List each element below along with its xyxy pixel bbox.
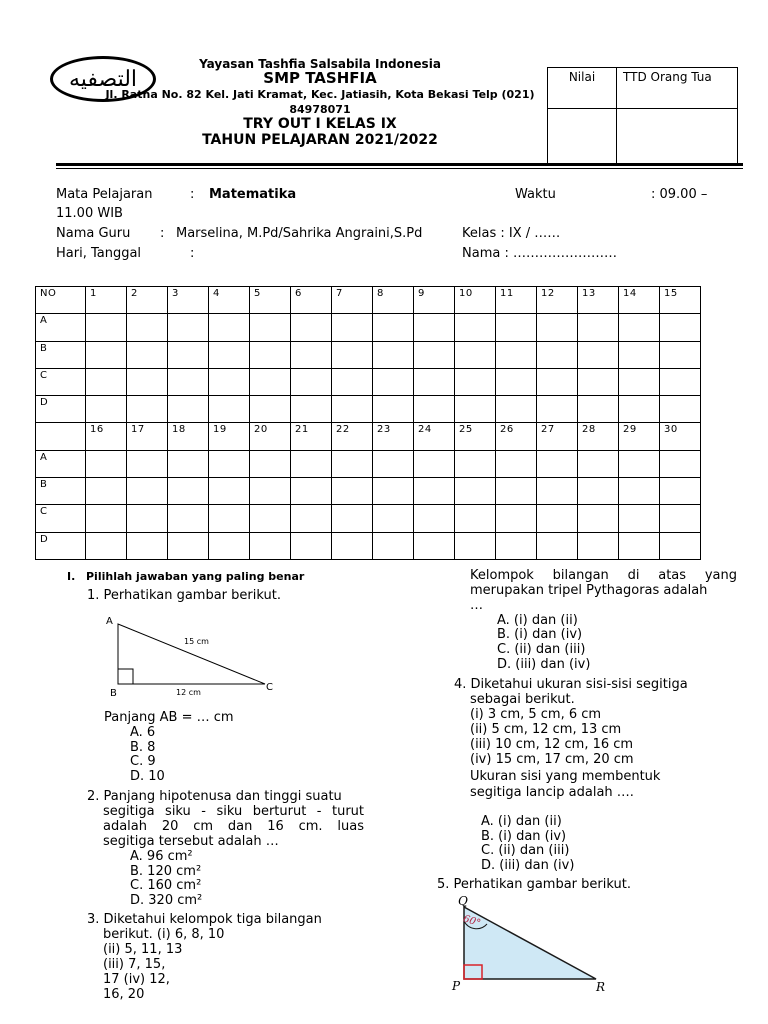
grid-question-number: 20 [250,423,291,450]
grid-option-row [36,478,701,505]
grid-question-number: 26 [496,423,537,450]
grid-option-row [36,314,701,341]
grid-question-number: 29 [619,423,660,450]
q1-stem: 1. Perhatikan gambar berikut. [87,588,281,603]
grid-no-label: NO [36,287,86,314]
exam-title: TRY OUT I KELAS IX [243,116,397,132]
grid-answer-cell[interactable] [332,532,373,559]
grid-answer-cell[interactable] [127,532,168,559]
grid-answer-cell[interactable] [414,314,455,341]
grid-question-number: 24 [414,423,455,450]
grid-question-number: 4 [209,287,250,314]
grid-answer-cell[interactable] [414,478,455,505]
grid-answer-cell[interactable] [291,396,332,423]
grid-answer-cell[interactable] [414,396,455,423]
grid-answer-cell[interactable] [332,396,373,423]
grid-answer-cell[interactable] [209,450,250,477]
q4-option-d[interactable]: D. (iii) dan (iv) [481,858,575,873]
grid-question-number: 8 [373,287,414,314]
grid-answer-cell[interactable] [127,478,168,505]
grid-number-row [36,423,701,450]
grid-option-label: A [36,314,86,341]
grid-answer-cell[interactable] [455,314,496,341]
grid-question-number: 5 [250,287,291,314]
grid-answer-cell[interactable] [496,396,537,423]
grid-question-number: 25 [455,423,496,450]
grid-question-number: 11 [496,287,537,314]
grid-answer-cell[interactable] [250,341,291,368]
q1-triangle [118,624,265,684]
q2-line-3: adalah 20 cm dan 16 cm. luas [103,819,364,834]
school-address: Jl. Ratna No. 82 Kel. Jati Kramat, Kec. Jatiasih, Kota Bekasi Telp (021) [105,88,535,101]
nilai-field[interactable] [548,109,617,164]
grid-option-row [36,341,701,368]
grid-question-number: 27 [537,423,578,450]
grid-answer-cell[interactable] [291,314,332,341]
q2-line-4: segitiga tersebut adalah … [103,834,279,849]
grid-answer-cell[interactable] [373,505,414,532]
grid-answer-cell[interactable] [537,478,578,505]
time-value: : 09.00 – [651,187,708,202]
q1-option-d[interactable]: D. 10 [130,769,165,784]
q5-angle-label: 60° [461,913,482,930]
grid-answer-cell[interactable] [414,368,455,395]
grid-answer-cell[interactable] [373,341,414,368]
grid-answer-cell[interactable] [496,505,537,532]
grid-option-label: D [36,396,86,423]
grid-question-number: 7 [332,287,373,314]
grid-answer-cell[interactable] [537,341,578,368]
grid-option-row [36,396,701,423]
q3-option-d[interactable]: D. (iii) dan (iv) [497,657,591,672]
grid-answer-cell[interactable] [578,478,619,505]
time-value-cont: 11.00 WIB [56,206,123,221]
grade-box [547,67,738,164]
q4-line-1: 4. Diketahui ukuran sisi-sisi segitiga [454,677,688,692]
grid-answer-cell[interactable] [660,341,701,368]
grid-answer-cell[interactable] [250,478,291,505]
grid-option-label: C [36,368,86,395]
q4-item-2: (ii) 5 cm, 12 cm, 13 cm [470,722,622,737]
q1-hypotenuse-label: 15 cm [184,637,209,646]
grid-answer-cell[interactable] [127,341,168,368]
grid-option-row [36,368,701,395]
grid-answer-cell[interactable] [209,314,250,341]
q3-line-1: 3. Diketahui kelompok tiga bilangan [87,912,322,927]
grid-answer-cell[interactable] [537,505,578,532]
grid-answer-cell[interactable] [373,368,414,395]
q2-option-c[interactable]: C. 160 cm² [130,878,202,893]
grid-answer-cell[interactable] [455,450,496,477]
header-rule-thick [56,163,743,166]
grid-answer-cell[interactable] [455,478,496,505]
grid-answer-cell[interactable] [209,368,250,395]
grid-question-number: 30 [660,423,701,450]
q1-triangle-figure [100,612,280,702]
grid-answer-cell[interactable] [373,450,414,477]
grid-option-label: D [36,532,86,559]
grid-answer-cell[interactable] [496,478,537,505]
q3-right-line-2: merupakan tripel Pythagoras adalah [470,583,708,598]
grid-answer-cell[interactable] [291,341,332,368]
q3-option-a[interactable]: A. (i) dan (ii) [497,613,578,628]
grid-answer-cell[interactable] [86,505,127,532]
grid-answer-cell[interactable] [291,478,332,505]
grid-answer-cell[interactable] [619,478,660,505]
grid-answer-cell[interactable] [619,450,660,477]
header-rule-thin [56,168,743,169]
q5-label-p: P [452,979,461,993]
q5-triangle-figure [448,893,618,995]
grid-answer-cell[interactable] [250,314,291,341]
grid-answer-cell[interactable] [578,368,619,395]
grid-answer-cell[interactable] [496,341,537,368]
grid-answer-cell[interactable] [578,532,619,559]
grid-answer-cell[interactable] [250,450,291,477]
grid-answer-cell[interactable] [168,532,209,559]
subject-label: Mata Pelajaran [56,187,153,202]
grid-answer-cell[interactable] [578,314,619,341]
grid-answer-cell[interactable] [660,314,701,341]
grid-answer-cell[interactable] [578,341,619,368]
section-title: Pilihlah jawaban yang paling benar [86,570,305,583]
grid-question-number: 1 [86,287,127,314]
grid-answer-cell[interactable] [86,341,127,368]
school-logo: التصفيه [50,56,156,102]
grid-answer-cell[interactable] [86,368,127,395]
grid-answer-cell[interactable] [127,314,168,341]
grid-answer-cell[interactable] [414,532,455,559]
grid-answer-cell[interactable] [291,368,332,395]
grid-answer-cell[interactable] [660,532,701,559]
grid-answer-cell[interactable] [127,505,168,532]
grid-answer-cell[interactable] [455,505,496,532]
grid-answer-cell[interactable] [455,396,496,423]
q1-label-b: B [110,688,117,699]
grid-answer-cell[interactable] [373,532,414,559]
name-field[interactable]: Nama : …………………… [462,246,617,261]
grid-answer-cell[interactable] [209,341,250,368]
grid-answer-cell[interactable] [660,368,701,395]
q3-right-line-3: … [470,598,483,613]
q4-option-b[interactable]: B. (i) dan (iv) [481,829,567,844]
q5-stem: 5. Perhatikan gambar berikut. [437,877,631,892]
q3-line-5: 17 (iv) 12, [103,972,170,987]
grid-answer-cell[interactable] [414,341,455,368]
grid-answer-cell[interactable] [619,505,660,532]
q4-item-4: (iv) 15 cm, 17 cm, 20 cm [470,752,634,767]
grid-answer-cell[interactable] [496,532,537,559]
grid-answer-cell[interactable] [250,396,291,423]
grid-option-label: C [36,505,86,532]
q3-line-2: berikut. (i) 6, 8, 10 [103,927,225,942]
q1-option-c[interactable]: C. 9 [130,754,156,769]
grid-answer-cell[interactable] [250,532,291,559]
q1-option-a[interactable]: A. 6 [130,725,156,740]
grid-option-label: B [36,341,86,368]
grid-answer-cell[interactable] [168,368,209,395]
q4-option-c[interactable]: C. (ii) dan (iii) [481,843,570,858]
grid-answer-cell[interactable] [537,368,578,395]
foundation-name: Yayasan Tashfia Salsabila Indonesia [199,57,441,71]
grid-answer-cell[interactable] [291,532,332,559]
q1-base-label: 12 cm [176,688,201,697]
grid-answer-cell[interactable] [578,450,619,477]
q2-option-a[interactable]: A. 96 cm² [130,849,193,864]
teacher-label: Nama Guru [56,226,131,241]
grid-answer-cell[interactable] [332,368,373,395]
grid-question-number: 14 [619,287,660,314]
grid-answer-cell[interactable] [332,314,373,341]
grid-answer-cell[interactable] [619,532,660,559]
grid-answer-cell[interactable] [496,314,537,341]
grid-answer-cell[interactable] [619,368,660,395]
grid-answer-cell[interactable] [455,341,496,368]
q1-ask: Panjang AB = … cm [104,710,234,725]
grid-option-row [36,505,701,532]
grid-answer-cell[interactable] [209,478,250,505]
ttd-field[interactable] [617,109,738,164]
grid-answer-cell[interactable] [168,314,209,341]
grid-question-number: 17 [127,423,168,450]
q2-line-2: segitiga siku - siku berturut - turut [103,804,364,819]
grid-answer-cell[interactable] [414,505,455,532]
grid-answer-cell[interactable] [537,314,578,341]
grid-number-row [36,287,701,314]
grid-answer-cell[interactable] [414,450,455,477]
grid-answer-cell[interactable] [578,396,619,423]
q1-right-angle [118,669,133,684]
q2-option-b[interactable]: B. 120 cm² [130,864,202,879]
grid-answer-cell[interactable] [496,368,537,395]
grid-answer-cell[interactable] [660,396,701,423]
grid-answer-cell[interactable] [168,450,209,477]
grid-question-number: 18 [168,423,209,450]
grid-answer-cell[interactable] [660,505,701,532]
grid-option-label: A [36,450,86,477]
q4-ask-1: Ukuran sisi yang membentuk [470,769,661,784]
grid-question-number: 21 [291,423,332,450]
q1-label-a: A [106,616,113,627]
grid-option-row [36,532,701,559]
grid-question-number: 12 [537,287,578,314]
grid-answer-cell[interactable] [578,505,619,532]
q5-label-q: Q [458,894,468,908]
q4-line-2: sebagai berikut. [470,692,575,707]
grid-answer-cell[interactable] [168,396,209,423]
grid-answer-cell[interactable] [127,368,168,395]
grid-answer-cell[interactable] [537,532,578,559]
grid-answer-cell[interactable] [332,505,373,532]
grid-question-number: 3 [168,287,209,314]
grid-option-row [36,450,701,477]
q4-option-a[interactable]: A. (i) dan (ii) [481,814,562,829]
q2-option-d[interactable]: D. 320 cm² [130,893,203,908]
grid-question-number: 22 [332,423,373,450]
subject-value: Matematika [209,187,297,202]
q1-label-c: C [266,682,273,693]
grid-answer-cell[interactable] [168,341,209,368]
grid-answer-cell[interactable] [86,450,127,477]
q3-line-6: 16, 20 [103,987,145,1002]
grid-answer-cell[interactable] [209,396,250,423]
grid-question-number: 23 [373,423,414,450]
grid-question-number: 13 [578,287,619,314]
q3-option-c[interactable]: C. (ii) dan (iii) [497,642,586,657]
grid-option-label: B [36,478,86,505]
grid-question-number: 28 [578,423,619,450]
grid-answer-cell[interactable] [332,450,373,477]
grid-question-number: 2 [127,287,168,314]
grid-answer-cell[interactable] [373,478,414,505]
grid-answer-cell[interactable] [619,396,660,423]
q3-option-b[interactable]: B. (i) dan (iv) [497,627,583,642]
q2-line-1: 2. Panjang hipotenusa dan tinggi suatu [87,789,342,804]
exam-year: TAHUN PELAJARAN 2021/2022 [202,132,438,148]
q4-item-3: (iii) 10 cm, 12 cm, 16 cm [470,737,634,752]
ttd-label: TTD Orang Tua [617,68,738,109]
grid-answer-cell[interactable] [250,505,291,532]
q5-label-r: R [596,980,606,994]
q1-option-b[interactable]: B. 8 [130,740,156,755]
grid-answer-cell[interactable] [496,450,537,477]
grid-answer-cell[interactable] [373,396,414,423]
grid-question-number: 9 [414,287,455,314]
answer-grid [35,286,701,560]
grid-answer-cell[interactable] [373,314,414,341]
grid-answer-cell[interactable] [455,368,496,395]
grid-answer-cell[interactable] [660,478,701,505]
q4-ask-2: segitiga lancip adalah …. [470,785,634,800]
class-field[interactable]: Kelas : IX / …… [462,226,561,241]
grid-answer-cell[interactable] [291,505,332,532]
section-roman: I. [67,570,76,583]
q3-line-4: (iii) 7, 15, [103,957,166,972]
grid-question-number: 19 [209,423,250,450]
q4-item-1: (i) 3 cm, 5 cm, 6 cm [470,707,602,722]
grid-blank-cell [36,423,86,450]
grid-answer-cell[interactable] [86,532,127,559]
grid-answer-cell[interactable] [86,478,127,505]
grid-question-number: 16 [86,423,127,450]
grid-answer-cell[interactable] [250,368,291,395]
grid-answer-cell[interactable] [291,450,332,477]
nilai-label: Nilai [548,68,617,109]
teacher-value: Marselina, M.Pd/Sahrika Angraini,S.Pd [176,226,423,241]
grid-answer-cell[interactable] [455,532,496,559]
q3-line-3: (ii) 5, 11, 13 [103,942,183,957]
grid-answer-cell[interactable] [209,532,250,559]
grid-answer-cell[interactable] [168,505,209,532]
school-phone: 84978071 [289,103,351,116]
time-label: Waktu [515,187,556,202]
grid-answer-cell[interactable] [86,314,127,341]
grid-answer-cell[interactable] [619,341,660,368]
grid-question-number: 6 [291,287,332,314]
grid-question-number: 15 [660,287,701,314]
school-name: SMP TASHFIA [263,69,377,87]
grid-answer-cell[interactable] [332,478,373,505]
grid-answer-cell[interactable] [537,396,578,423]
grid-answer-cell[interactable] [127,396,168,423]
grid-question-number: 10 [455,287,496,314]
date-label: Hari, Tanggal [56,246,142,261]
grid-answer-cell[interactable] [127,450,168,477]
grid-answer-cell[interactable] [537,450,578,477]
q3-right-line-1: Kelompok bilangan di atas yang [470,568,737,583]
grid-answer-cell[interactable] [332,341,373,368]
grid-answer-cell[interactable] [660,450,701,477]
grid-answer-cell[interactable] [209,505,250,532]
grid-answer-cell[interactable] [86,396,127,423]
q5-triangle [461,907,596,979]
grid-answer-cell[interactable] [168,478,209,505]
grid-answer-cell[interactable] [619,314,660,341]
